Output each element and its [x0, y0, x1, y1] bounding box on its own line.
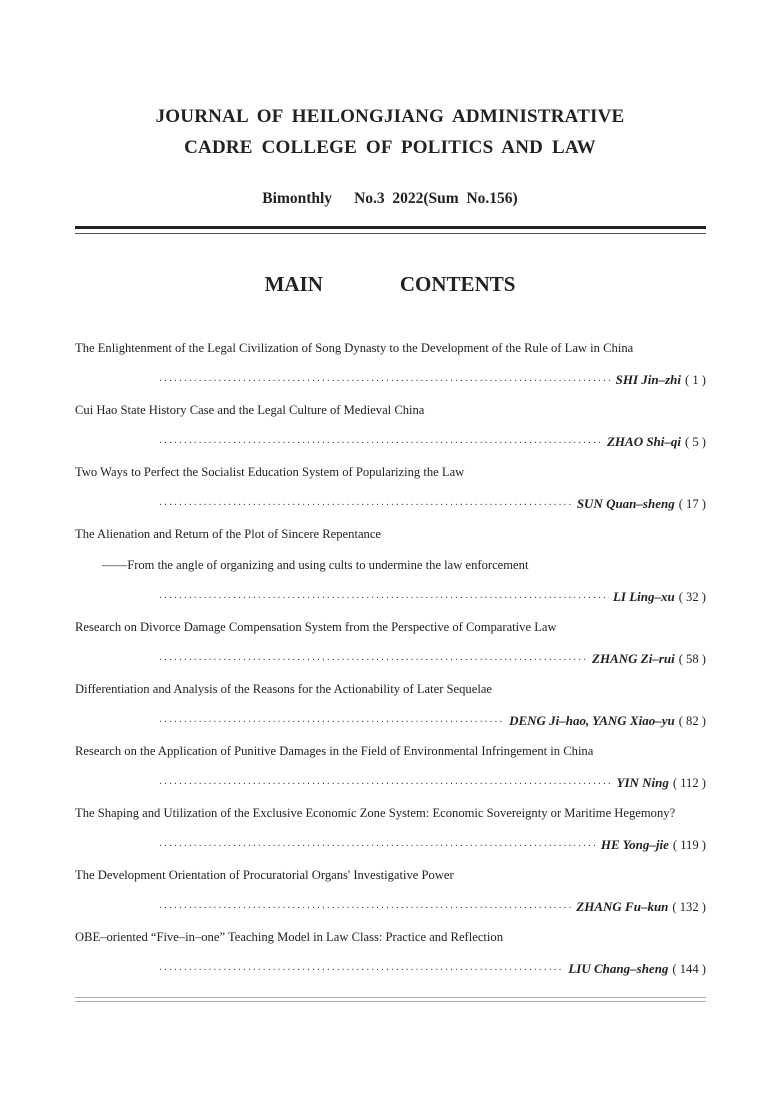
entry-author: LI Ling–xu — [612, 589, 675, 604]
entry-title[interactable]: The Alienation and Return of the Plot of Sincere Repentance — [75, 527, 382, 541]
entry-page-number[interactable]: ( 32 ) — [678, 590, 706, 604]
entry-author: ZHAO Shi–qi — [606, 434, 682, 449]
dot-leader — [159, 645, 588, 676]
issue-label: No.3 2022(Sum No.156) — [354, 190, 518, 207]
entry-page-number[interactable]: ( 119 ) — [672, 838, 706, 852]
entry-author: ZHANG Zi–rui — [592, 651, 675, 666]
entry-author: SUN Quan–sheng — [576, 496, 675, 511]
journal-title — [0, 101, 780, 163]
entry-leader-line — [75, 829, 706, 860]
entry-leader-line — [75, 705, 706, 736]
entry-title[interactable]: The Development Orientation of Procuratorial Organs' Investigative Power — [75, 868, 454, 882]
entry-leader-line — [75, 953, 706, 984]
entry-page-number[interactable]: ( 58 ) — [678, 652, 706, 666]
entry-title[interactable]: Differentiation and Analysis of the Reasons for the Actionability of Later Sequelae — [75, 682, 492, 696]
entry-leader-line — [75, 488, 706, 519]
toc-entry[interactable] — [75, 736, 706, 798]
footer-rule-top — [75, 997, 706, 998]
entry-leader-line — [75, 891, 706, 922]
header-rule-thin — [75, 233, 706, 234]
entry-page-number[interactable]: ( 5 ) — [685, 435, 706, 449]
dot-leader — [159, 583, 609, 614]
entry-author: HE Yong–jie — [600, 837, 669, 852]
entry-title[interactable]: The Shaping and Utilization of the Exclusive Economic Zone System: Economic Sovereignty or Maritime Hegemony? — [75, 806, 676, 820]
entry-title[interactable]: Two Ways to Perfect the Socialist Education System of Popularizing the Law — [75, 465, 465, 479]
entry-title[interactable]: Research on the Application of Punitive Damages in the Field of Environmental Infringement in China — [75, 744, 594, 758]
entry-author: ZHANG Fu–kun — [576, 899, 669, 914]
toc-entry[interactable] — [75, 860, 706, 922]
entry-leader-line — [75, 767, 706, 798]
dot-leader — [159, 769, 613, 800]
toc-entry[interactable] — [75, 457, 706, 519]
toc-entry[interactable] — [75, 798, 706, 860]
toc-entry[interactable] — [75, 519, 706, 612]
entry-author: YIN Ning — [616, 775, 669, 790]
entry-page-number[interactable]: ( 132 ) — [672, 900, 706, 914]
entry-leader-line — [75, 364, 706, 395]
contents-heading: MAIN CONTENTS — [264, 272, 516, 296]
entry-subtitle: ——From the angle of organizing and using cults to undermine the law enforcement — [102, 558, 529, 572]
entry-leader-line — [75, 643, 706, 674]
toc-entry[interactable] — [75, 395, 706, 457]
footer-rule-bottom — [75, 1001, 706, 1002]
dot-leader — [159, 428, 603, 459]
header-rule-thick — [75, 226, 706, 229]
dot-leader — [159, 707, 505, 738]
toc-entry[interactable] — [75, 922, 706, 984]
journal-title-line-2: CADRE COLLEGE OF POLITICS AND LAW — [184, 137, 596, 158]
toc-entry[interactable] — [75, 333, 706, 395]
entry-page-number[interactable]: ( 1 ) — [685, 373, 706, 387]
entry-author: DENG Ji–hao, YANG Xiao–yu — [509, 713, 675, 728]
dot-leader — [159, 955, 564, 986]
dot-leader — [159, 366, 612, 397]
entry-page-number[interactable]: ( 112 ) — [672, 776, 706, 790]
entry-title[interactable]: Cui Hao State History Case and the Legal Culture of Medieval China — [75, 403, 425, 417]
entry-page-number[interactable]: ( 144 ) — [672, 962, 706, 976]
journal-title-line-1: JOURNAL OF HEILONGJIANG ADMINISTRATIVE — [155, 106, 625, 127]
entry-title[interactable]: Research on Divorce Damage Compensation System from the Perspective of Comparative Law — [75, 620, 557, 634]
entry-title[interactable]: The Enlightenment of the Legal Civilization of Song Dynasty to the Development of the Rule of Law in China — [75, 341, 634, 355]
toc-entry[interactable] — [75, 612, 706, 674]
entry-page-number[interactable]: ( 82 ) — [678, 714, 706, 728]
entry-page-number[interactable]: ( 17 ) — [678, 497, 706, 511]
table-of-contents — [75, 333, 706, 984]
dot-leader — [159, 490, 573, 521]
entry-author: LIU Chang–sheng — [568, 961, 669, 976]
entry-author: SHI Jin–zhi — [615, 372, 682, 387]
entry-title[interactable]: OBE–oriented “Five–in–one” Teaching Model in Law Class: Practice and Reflection — [75, 930, 504, 944]
toc-entry[interactable] — [75, 674, 706, 736]
frequency-label: Bimonthly — [262, 190, 333, 207]
entry-leader-line — [75, 426, 706, 457]
issue-line — [0, 190, 780, 208]
dot-leader — [159, 831, 597, 862]
dot-leader — [159, 893, 572, 924]
entry-leader-line — [75, 581, 706, 612]
